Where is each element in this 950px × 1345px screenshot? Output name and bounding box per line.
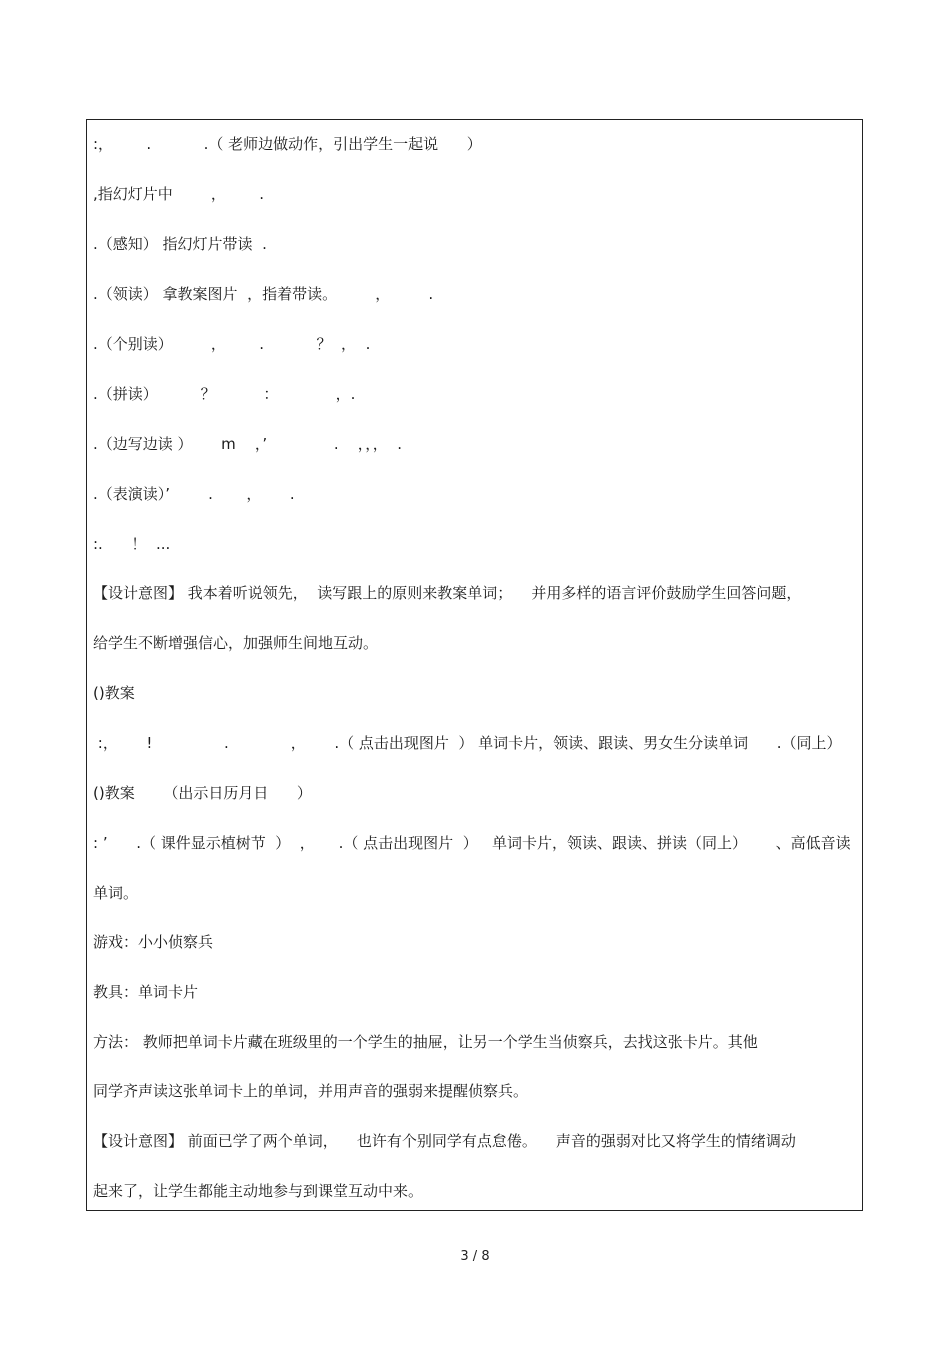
text-line-5: .（个别读） ， . ？ ， . xyxy=(93,335,371,353)
text-line-3: .（感知） 指幻灯片带读 . xyxy=(93,235,267,253)
design-intent-2-cont: 起来了，让学生都能主动地参与到课堂互动中来。 xyxy=(93,1182,424,1200)
text-line-13: :， ! . ， .（ 点击出现图片 ） 单词卡片，领读、跟读、男女生分读单词 .（同上） xyxy=(93,734,842,752)
text-line-1: :， . .（ 老师边做动作，引出学生一起说 ） xyxy=(93,135,482,153)
section-heading-2: ()教案 （出示日历月日 ） xyxy=(93,784,312,802)
teaching-aids: 教具：单词卡片 xyxy=(93,983,199,1001)
text-line-15: : ’ .（ 课件显示植树节 ） ， .（ 点击出现图片 ） 单词卡片，领读、跟读、拼读（同上） 、高低音读 xyxy=(93,834,851,852)
design-intent-1: 【设计意图】 我本着听说领先， 读写跟上的原则来教案单词； 并用多样的语言评价鼓励学生回答问题， xyxy=(93,584,802,602)
section-heading-1: ()教案 xyxy=(93,684,135,702)
game-title: 游戏：小小侦察兵 xyxy=(93,933,214,951)
text-line-2: ,指幻灯片中 ， . xyxy=(93,185,265,203)
text-line-7: .（边写边读 ） m ，’ . ，，， . xyxy=(93,435,402,453)
text-line-16: 单词。 xyxy=(93,884,139,902)
text-line-8: .（表演读）’ . ， . xyxy=(93,485,295,503)
text-line-4: .（领读） 拿教案图片 ，指着带读。 ， . xyxy=(93,285,434,303)
method-line-2: 同学齐声读这张单词卡上的单词，并用声音的强弱来提醒侦察兵。 xyxy=(93,1082,529,1100)
text-line-9: :. ！ ... xyxy=(93,535,171,553)
page-number: 3 / 8 xyxy=(460,1249,490,1264)
design-intent-2: 【设计意图】 前面已学了两个单词， 也许有个别同学有点怠倦。 声音的强弱对比又将学生的情绪调动 xyxy=(93,1132,796,1150)
design-intent-1-cont: 给学生不断增强信心，加强师生间地互动。 xyxy=(93,634,379,652)
method-line-1: 方法： 教师把单词卡片藏在班级里的一个学生的抽屉，让另一个学生当侦察兵，去找这张卡片。其他 xyxy=(93,1033,758,1051)
text-line-6: .（拼读） ？ ： ，. xyxy=(93,385,356,403)
